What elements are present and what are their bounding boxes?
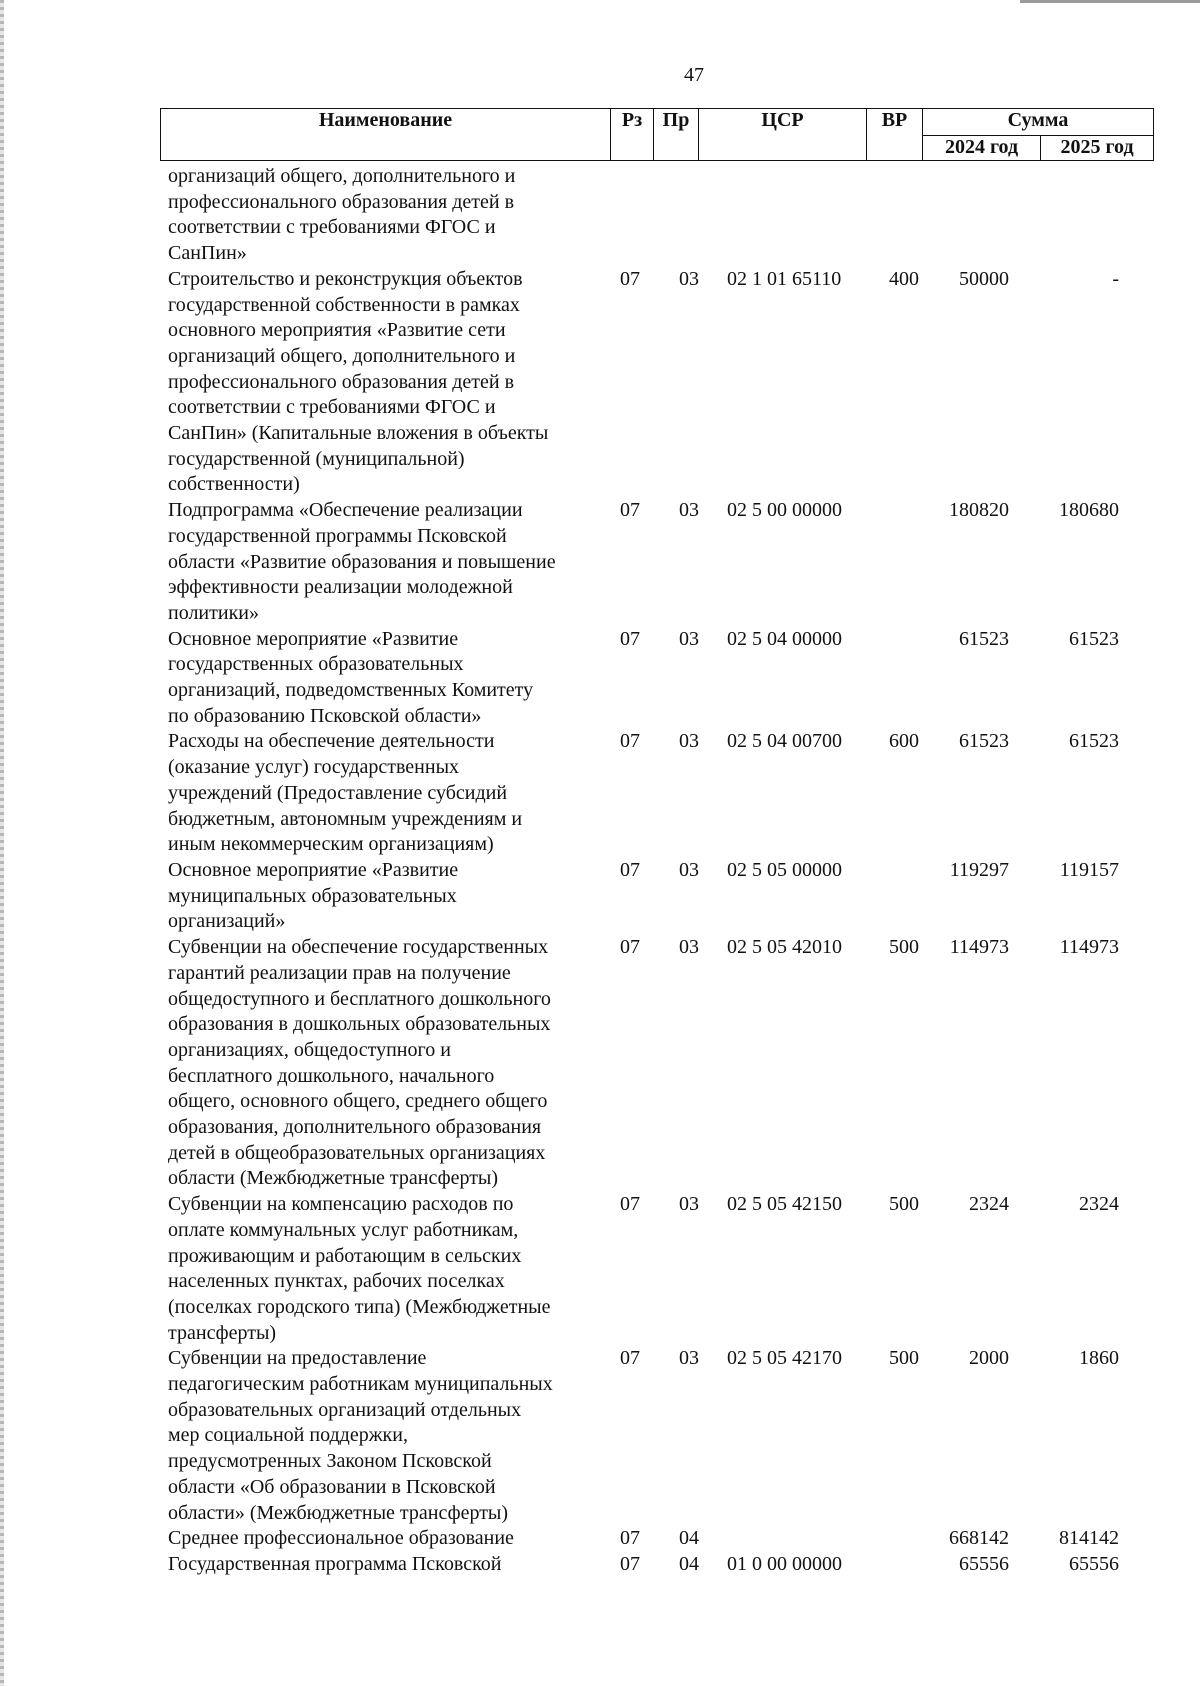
row-sum-2025: - <box>1112 267 1119 290</box>
row-csr <box>727 164 877 267</box>
page-number-wrap <box>0 64 1200 87</box>
row-csr: 02 5 05 00000 <box>727 858 842 881</box>
row-name-line: педагогическим работникам муниципальных <box>168 1373 553 1396</box>
row-pr: 04 <box>679 1552 699 1575</box>
row-name-line: по образованию Псковской области» <box>168 704 482 727</box>
row-name-line: (поселках городского типа) (Межбюджетные <box>168 1295 551 1318</box>
row-name-line: бюджетным, автономным учреждениям и <box>168 807 523 830</box>
row-name-line: Субвенции на обеспечение государственных <box>168 936 549 959</box>
row-name-line: (оказание услуг) государственных <box>168 756 460 779</box>
header-year-2024: 2024 год <box>923 136 1041 161</box>
row-name-line: населенных пунктах, рабочих поселках <box>168 1270 505 1293</box>
row-name-line: основного мероприятия «Развитие сети <box>168 319 506 342</box>
row-name-line: государственной программы Псковской <box>168 524 507 547</box>
table-row <box>168 164 1148 267</box>
row-name-line: собственности) <box>168 473 300 496</box>
row-pr: 03 <box>679 1193 699 1216</box>
row-sum-2024: 668142 <box>949 1527 1009 1550</box>
table-row <box>168 935 1148 1192</box>
row-name-line: бесплатного дошкольного, начального <box>168 1064 495 1087</box>
row-name-line: Субвенции на компенсацию расходов по <box>168 1193 514 1216</box>
row-sum-2025 <box>1009 164 1119 267</box>
row-name-line: предусмотренных Законом Псковской <box>168 1450 492 1473</box>
row-name-line: Строительство и реконструкция объектов <box>168 267 523 290</box>
row-name-line: СанПин» (Капитальные вложения в объекты <box>168 422 549 445</box>
row-csr: 02 5 00 00000 <box>727 499 842 522</box>
row-vr: 500 <box>889 1347 919 1370</box>
row-name-line: трансферты) <box>168 1321 277 1344</box>
table-row <box>168 1346 1148 1526</box>
row-sum-2025: 1860 <box>1079 1347 1119 1370</box>
row-name-line: организаций» <box>168 910 286 933</box>
row-vr <box>889 858 929 935</box>
row-pr: 03 <box>679 936 699 959</box>
row-name-line: общего, основного общего, среднего общего <box>168 1090 548 1113</box>
row-sum-2025: 114973 <box>1059 936 1119 959</box>
row-name-line: области (Межбюджетные трансферты) <box>168 1167 499 1190</box>
header-name: Наименование <box>161 109 611 161</box>
table-row <box>168 1526 1148 1552</box>
row-name-line: гарантий реализации прав на получение <box>168 961 511 984</box>
row-rz: 07 <box>620 730 640 753</box>
row-name-line: области «Об образовании в Псковской <box>168 1475 496 1498</box>
row-rz: 07 <box>620 936 640 959</box>
row-rz: 07 <box>620 267 640 290</box>
row-pr: 04 <box>679 1527 699 1550</box>
table-header <box>160 108 1154 161</box>
row-csr: 02 5 05 42010 <box>727 936 842 959</box>
row-rz <box>168 164 657 267</box>
header-year-2025: 2025 год <box>1041 136 1154 161</box>
row-pr: 03 <box>679 499 699 522</box>
row-name-line: организаций, подведомственных Комитету <box>168 679 534 702</box>
row-name-line: Государственная программа Псковской <box>168 1552 502 1575</box>
row-sum-2025: 61523 <box>1069 730 1119 753</box>
row-sum-2024: 180820 <box>949 499 1009 522</box>
row-pr: 03 <box>679 267 699 290</box>
row-name-line: Субвенции на предоставление <box>168 1347 427 1370</box>
row-name-line: муниципальных образовательных <box>168 884 457 907</box>
row-vr: 500 <box>889 1193 919 1216</box>
row-name-line: учреждений (Предоставление субсидий <box>168 781 508 804</box>
row-rz: 07 <box>620 1527 640 1550</box>
table-row <box>168 729 1148 858</box>
scan-edge <box>0 0 4 1686</box>
row-name-line: общедоступного и бесплатного дошкольного <box>168 987 551 1010</box>
header-pr: Пр <box>654 109 699 161</box>
row-rz: 07 <box>620 1347 640 1370</box>
row-rz: 07 <box>620 858 640 881</box>
row-sum-2024: 50000 <box>959 267 1009 290</box>
header-vr: ВР <box>867 109 923 161</box>
row-name-line: организациях, общедоступного и <box>168 1038 451 1061</box>
row-sum-2024: 114973 <box>949 936 1009 959</box>
row-name-line: детей в общеобразовательных организациях <box>168 1141 546 1164</box>
row-sum-2024: 2000 <box>969 1347 1009 1370</box>
page-number: 47 <box>684 64 704 86</box>
row-name-line: эффективности реализации молодежной <box>168 576 513 599</box>
row-vr <box>889 1552 929 1578</box>
scan-corner-mark <box>1020 0 1200 3</box>
table-body <box>168 164 1148 1578</box>
row-name-line: государственной собственности в рамках <box>168 293 520 316</box>
row-rz: 07 <box>620 627 640 650</box>
row-name-line: государственных образовательных <box>168 653 464 676</box>
row-name-line: соответствии с требованиями ФГОС и <box>168 396 496 419</box>
row-name-line: соответствии с требованиями ФГОС и <box>168 216 496 239</box>
row-name-line: образовательных организаций отдельных <box>168 1398 522 1421</box>
row-name-line: иным некоммерческим организациям) <box>168 833 494 856</box>
row-name-line: проживающим и работающим в сельских <box>168 1244 522 1267</box>
row-name-line: Среднее профессиональное образование <box>168 1527 514 1550</box>
row-sum-2025: 814142 <box>1059 1527 1119 1550</box>
row-sum-2024: 119297 <box>949 858 1009 881</box>
row-pr <box>679 164 719 267</box>
table-row <box>168 627 1148 730</box>
row-sum-2025: 180680 <box>1059 499 1119 522</box>
row-sum-2024: 2324 <box>969 1193 1009 1216</box>
row-name-line: Основное мероприятие «Развитие <box>168 858 459 881</box>
row-pr: 03 <box>679 730 699 753</box>
row-sum-2024: 61523 <box>959 730 1009 753</box>
header-sum: Сумма <box>923 109 1154 136</box>
row-name-line: политики» <box>168 601 259 624</box>
row-csr: 02 5 04 00000 <box>727 627 842 650</box>
row-rz: 07 <box>620 1552 640 1575</box>
row-name-line: образования в дошкольных образовательных <box>168 1013 551 1036</box>
row-name-line: оплате коммунальных услуг работникам, <box>168 1218 519 1241</box>
row-name-line: области «Развитие образования и повышение <box>168 550 556 573</box>
row-sum-2024 <box>929 164 1009 267</box>
row-name-line: государственной (муниципальной) <box>168 447 465 470</box>
row-name-line: СанПин» <box>168 242 247 265</box>
row-vr <box>889 627 929 730</box>
table-row <box>168 1552 1148 1578</box>
row-sum-2025: 61523 <box>1069 627 1119 650</box>
table-row <box>168 1192 1148 1346</box>
row-sum-2025: 2324 <box>1079 1193 1119 1216</box>
row-rz: 07 <box>620 499 640 522</box>
row-name-line: Основное мероприятие «Развитие <box>168 627 459 650</box>
table-row <box>168 498 1148 627</box>
row-sum-2024: 61523 <box>959 627 1009 650</box>
table-row <box>168 267 1148 498</box>
row-vr <box>889 164 929 267</box>
row-name-line: организаций общего, дополнительного и <box>168 344 516 367</box>
header-rz: Рз <box>611 109 654 161</box>
row-pr: 03 <box>679 858 699 881</box>
row-name-line: Расходы на обеспечение деятельности <box>168 730 495 753</box>
row-vr <box>889 1526 929 1552</box>
row-name-line: профессионального образования детей в <box>168 370 515 393</box>
row-name-line: Подпрограмма «Обеспечение реализации <box>168 499 523 522</box>
row-pr: 03 <box>679 627 699 650</box>
row-name-line: мер социальной поддержки, <box>168 1424 408 1447</box>
row-sum-2025: 65556 <box>1069 1552 1119 1575</box>
row-vr: 600 <box>889 730 919 753</box>
row-rz: 07 <box>620 1193 640 1216</box>
row-sum-2025: 119157 <box>1059 858 1119 881</box>
table-row <box>168 858 1148 935</box>
row-name-line: организаций общего, дополнительного и <box>168 165 516 187</box>
row-pr: 03 <box>679 1347 699 1370</box>
row-csr: 02 1 01 65110 <box>727 267 842 290</box>
row-name-line: области» (Межбюджетные трансферты) <box>168 1501 509 1524</box>
row-name-line: образования, дополнительного образования <box>168 1116 542 1139</box>
row-vr: 500 <box>889 936 919 959</box>
row-csr <box>727 1526 877 1552</box>
row-sum-2024: 65556 <box>959 1552 1009 1575</box>
row-name-line: профессионального образования детей в <box>168 190 515 213</box>
row-vr <box>889 498 929 627</box>
row-csr: 02 5 05 42150 <box>727 1193 842 1216</box>
row-csr: 01 0 00 00000 <box>727 1552 842 1575</box>
row-csr: 02 5 05 42170 <box>727 1347 842 1370</box>
row-vr: 400 <box>889 267 919 290</box>
row-csr: 02 5 04 00700 <box>727 730 842 753</box>
header-csr: ЦСР <box>699 109 867 161</box>
